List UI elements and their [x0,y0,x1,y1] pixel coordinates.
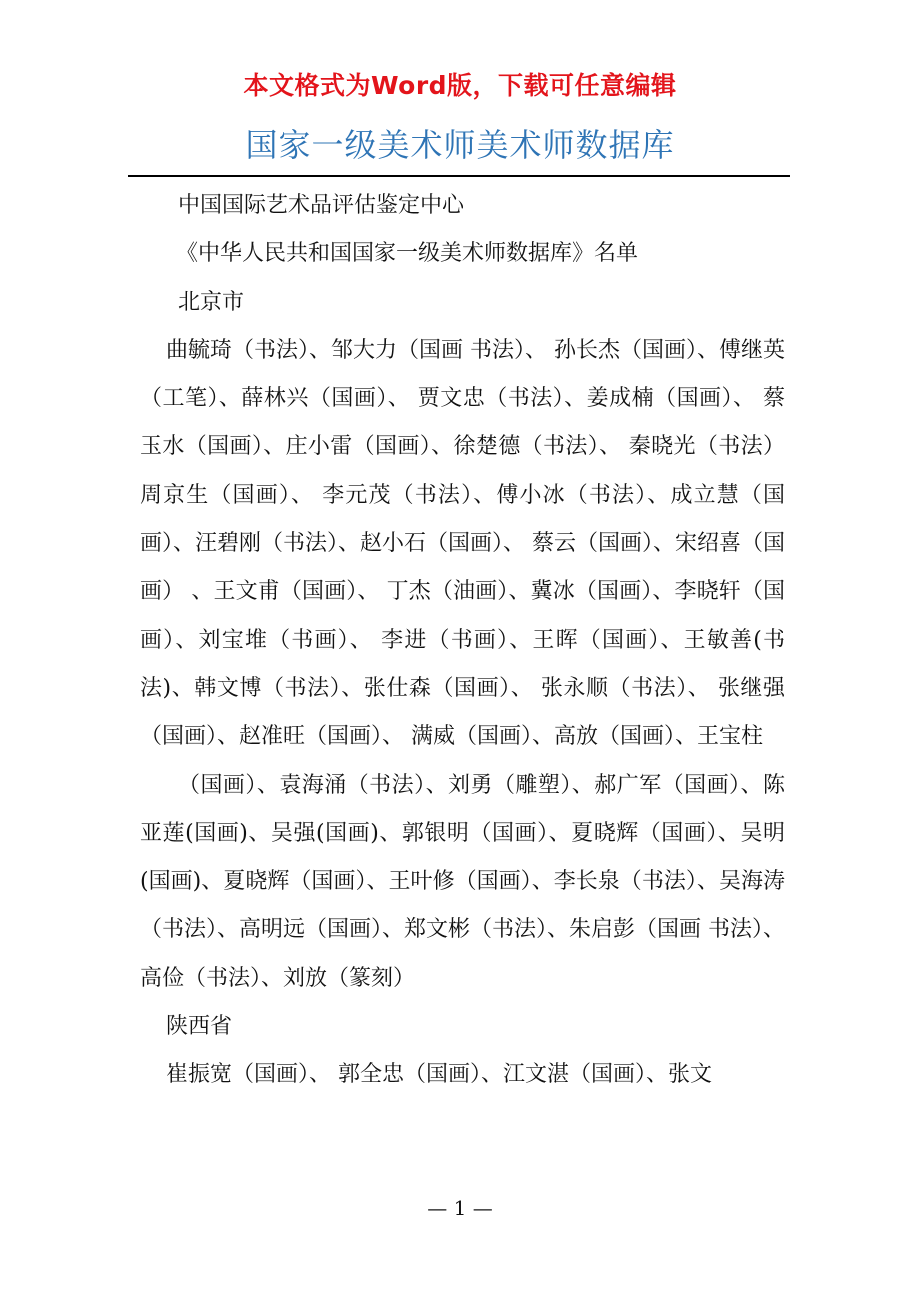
region-heading-shaanxi: 陕西省 [166,1014,233,1040]
beijing-names-paragraph-1: 曲毓琦（书法）、邹大力（国画 书法）、 孙长杰（国画）、傅继英（工笔）、薛林兴（国画）、 贾文忠（书法）、姜成楠（国画）、 蔡玉水（国画）、庄小雷（国画）、徐楚德（书法）、 秦晓光（书法）周京生（国画）、 李元茂（书法）、傅小冰（书法）、成立慧（国画）、汪碧刚（书法）、赵小石（国画）、 蔡云（国画）、宋绍喜（国画） 、王文甫（国画）、 丁杰（油画）、冀冰（国画）、李晓轩（国画）、刘宝堆（书画）、 李进（书画）、王晖（国画）、王敏善(书法)、韩文博（书法）、张仕森（国画）、 张永顺（书法）、 张继强（国画）、赵准旺（国画）、 满威（国画）、高放（国画）、王宝柱 [140,337,785,750]
page-number: — 1 — [427,1196,493,1220]
organization-line: 中国国际艺术品评估鉴定中心 [178,193,465,218]
region-heading-beijing: 北京市 [178,289,245,315]
beijing-names-paragraph-2: （国画）、袁海涌（书法）、刘勇（雕塑）、郝广军（国画）、陈亚莲(国画)、吴强(国画)、郭银明（国画）、夏晓辉（国画）、吴明(国画)、夏晓辉（国画）、王叶修（国画）、李长泉（书法）、吴海涛（书法）、高明远（国画）、郑文彬（书法）、朱启彭（国画 书法）、高俭（书法）、刘放（篆刻） [140,772,785,991]
shaanxi-names-paragraph: 崔振宽（国画）、 郭全忠（国画）、江文湛（国画）、张文 [166,1062,712,1088]
list-name-line: 《中华人民共和国国家一级美术师数据库》名单 [176,241,639,267]
title-divider [128,175,790,177]
format-banner: 本文格式为Word版，下载可任意编辑 [243,71,677,100]
page-title: 国家一级美术师美术师数据库 [245,126,675,164]
document-body [140,182,785,1100]
